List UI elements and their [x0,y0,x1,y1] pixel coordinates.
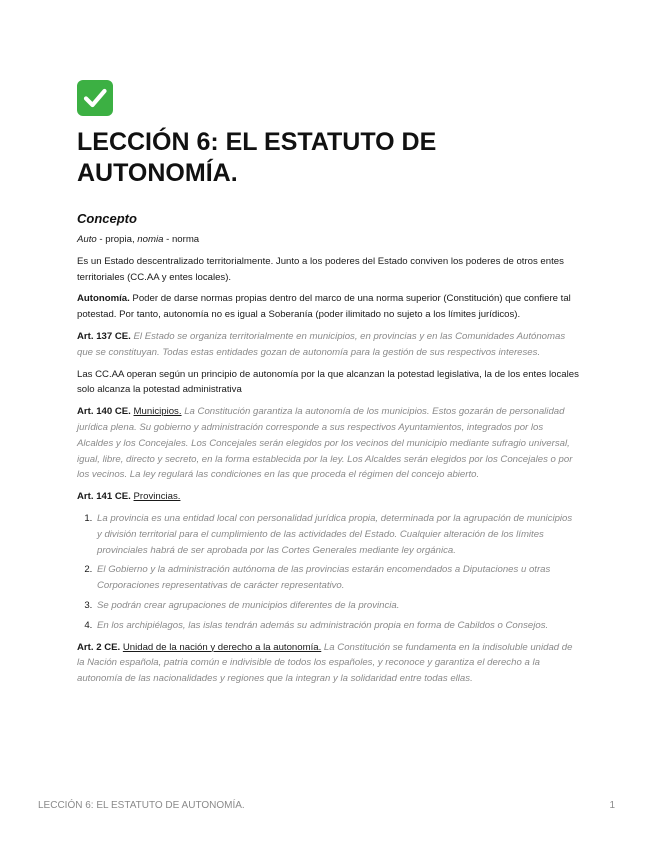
list-item: 3. Se podrán crear agrupaciones de municipios diferentes de la provincia. [95,598,579,614]
paragraph-art-140 [77,404,579,483]
art-140-text: La Constitución garantiza la autonomía de los municipios. Estos gozarán de personalidad jurídica plena. Su gobierno y administración corresponde a sus respectivos Ayuntamientos, integrados por los Alcaldes y los Concejales. Los Concejales serán elegidos por los vecinos del municipio mediante sufragio universal, igual, libre, directo y secreto, en la forma establecida por la ley. Los Alcaldes serán elegidos por los Concejales o por los vecinos. La ley regulará las condiciones en las que proceda el régimen del concejo abierto. [77,406,573,481]
document-page [77,80,579,687]
etymology-line [77,232,579,248]
art-137-text: El Estado se organiza territorialmente en municipios, en provincias y en las Comunidades Autónomas que se constituyan. Todas estas entidades gozan de autonomía para la gestión de sus respectivos intereses. [77,330,566,358]
art-141-label: Art. 141 CE. [77,491,131,503]
art-140-topic: Municipios. [133,406,182,418]
art-141-list [77,511,579,634]
autonomia-label: Autonomía. [77,293,130,305]
art-141-topic: Provincias. [133,491,181,503]
art-137-label: Art. 137 CE. [77,330,131,342]
etym-nomia-meaning: - norma [163,234,200,245]
paragraph-art-2 [77,640,579,687]
art-2-text: La Constitución se fundamenta en la indisoluble unidad de la Nación española, patria común e indivisible de todos los españoles, y reconoce y garantiza el derecho a la autonomía de las nacionalidades y regiones que la integran y la solidaridad entre todas ellas. [77,641,573,685]
art-140-label: Art. 140 CE. [77,406,131,418]
check-mark-button-icon [77,80,113,116]
art-2-label: Art. 2 CE. [77,641,121,653]
etym-nomia: nomia [137,234,164,245]
etym-auto: Auto [77,234,97,245]
paragraph-ccaa: Las CC.AA operan según un principio de autonomía por la que alcanzan la potestad legislativa, la de los entes locales solo alcanza la potestad administrativa [77,368,579,396]
list-item: 2. El Gobierno y la administración autónoma de las provincias estarán encomendados a Diputaciones u otras Corporaciones representativas de carácter representativo. [95,562,579,594]
art-2-topic: Unidad de la nación y derecho a la autonomía. [122,641,322,653]
list-item: 1. La provincia es una entidad local con personalidad jurídica propia, determinada por la agrupación de municipios y división territorial para el cumplimiento de las actividades del Estado. Cualquier alteración de los límites provinciales habrá de ser aprobada por las Cortes Generales mediante ley orgánica. [95,511,579,558]
paragraph-estado-descentralizado: Es un Estado descentralizado territorialmente. Junto a los poderes del Estado conviven los poderes de otros entes territoriales (CC.AA y entes locales). [77,255,564,283]
section-heading-concepto: Concepto [77,211,137,226]
footer-title: LECCIÓN 6: EL ESTATUTO DE AUTONOMÍA. [38,800,245,811]
page-title: LECCIÓN 6: EL ESTATUTO DE AUTONOMÍA. [77,128,437,187]
paragraph-autonomia [77,291,579,323]
paragraph-art-137 [77,329,579,361]
paragraph-art-141 [77,489,579,505]
page-number: 1 [609,800,615,811]
autonomia-text: Poder de darse normas propias dentro del marco de una norma superior (Constitución) que confiere tal potestad. Por tanto, autonomía no es igual a Soberanía (poder ilimitado no sujeto a los límites jurídicos). [77,293,571,321]
list-item: 4. En los archipiélagos, las islas tendrán además su administración propia en forma de Cabildos o Consejos. [95,618,579,634]
etym-auto-meaning: - propia, [96,234,138,245]
